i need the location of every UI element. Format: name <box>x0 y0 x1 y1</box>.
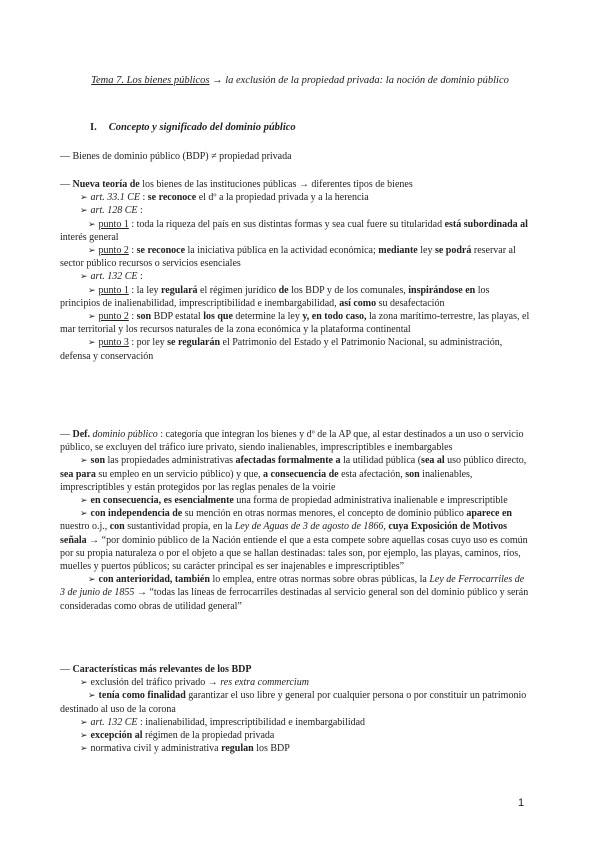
paragraph-definicion <box>60 428 530 613</box>
arrow-bullet-icon: ➢ <box>88 311 96 322</box>
arrow-bullet-icon: ➢ <box>80 716 88 727</box>
arrow-bullet-icon: ➢ <box>80 743 88 754</box>
list-item: ➢ excepción al régimen de la propiedad privada <box>80 730 275 742</box>
list-item: ➢ art. 33.1 CE : se reconoce el dº a la propiedad privada y a la herencia <box>80 192 369 204</box>
paragraph-nueva-teoria <box>60 178 530 363</box>
arrow-bullet-icon: ➢ <box>80 271 88 282</box>
page-number: 1 <box>518 797 525 809</box>
text-line: — Características más relevantes de los BDP <box>60 664 252 675</box>
paragraph-bdp <box>60 150 530 163</box>
arrow-bullet-icon: ➢ <box>88 574 96 585</box>
arrow-bullet-icon: ➢ <box>80 495 88 506</box>
arrow-bullet-icon: ➢ <box>80 730 88 741</box>
topic-title: Tema 7. Los bienes públicos <box>91 75 210 86</box>
list-item: ➢ en consecuencia, es esencialmente una forma de propiedad administrativa inalienable e imprescriptible <box>80 495 508 507</box>
arrow-bullet-icon: ➢ <box>88 337 96 348</box>
list-item: ➢ son las propiedades administrativas afectadas formalmente a la utilidad pública (sea al uso público directo, sea para su empleo en un servicio público) y que, a consecuencia de esta afectación, son inalienables, imprescriptibles y están protegidos por las reglas penales de la voirie <box>60 455 527 493</box>
arrow-bullet-icon: ➢ <box>80 205 88 216</box>
arrow-bullet-icon: ➢ <box>80 455 88 466</box>
list-item: ➢ punto 2 : se reconoce la iniciativa pública en la actividad económica; mediante ley se podrá reservar al sector público recursos o servicios esenciales <box>60 245 516 270</box>
list-item: ➢ punto 3 : por ley se regularán el Patrimonio del Estado y el Patrimonio Nacional, su administración, defensa y conservación <box>60 337 503 362</box>
list-item: ➢ con anterioridad, también lo emplea, entre otras normas sobre obras públicas, la Ley de Ferrocarriles de 3 de junio de 1855 → “todas las líneas de ferrocarriles destinadas al servicio general son del dominio público y serán consideradas como obras de utilidad general” <box>60 574 529 612</box>
list-item: ➢ con independencia de su mención en otras normas menores, el concepto de dominio público aparece en nuestro o.j., con sustantividad propia, en la Ley de Aguas de 3 de agosto de 1866, cuya Exposición de Motivos señala → “por dominio público de la Nación entiende el que a esta compete sobre aquellas cosas cuyo uso es común por su propia naturaleza o por el objeto a que se hallan destinadas: tales son, por ejemplo, las playas, caminos, ríos, muelles y puertos públicos; su carácter principal es ser inajenables e imprescriptibles” <box>60 508 528 573</box>
list-item: ➢ art. 128 CE : <box>80 205 143 217</box>
bdp-line: — Bienes de dominio público (BDP) ≠ propiedad privada <box>60 151 292 162</box>
section-heading-text: Concepto y significado del dominio público <box>108 122 296 133</box>
list-item: ➢ tenía como finalidad garantizar el uso libre y general por cualquier persona o por constituir un patrimonio destinado al uso de la corona <box>60 690 527 715</box>
arrow-bullet-icon: ➢ <box>88 690 96 701</box>
arrow-bullet-icon: ➢ <box>88 245 96 256</box>
list-item: ➢ art. 132 CE : <box>80 271 143 283</box>
list-item: ➢ punto 2 : son BDP estatal los que determine la ley y, en todo caso, la zona marítimo-terrestre, las playas, el mar territorial y los recursos naturales de la zona económica y la plataforma continental <box>60 311 530 336</box>
section-number: I. <box>90 122 97 133</box>
text-line: — Nueva teoría de los bienes de las instituciones públicas → diferentes tipos de bienes <box>60 179 413 190</box>
document-title <box>70 73 530 88</box>
arrow-bullet-icon: ➢ <box>80 508 88 519</box>
title-arrow: → <box>212 75 223 86</box>
list-item: ➢ exclusión del tráfico privado → res extra commercium <box>80 677 309 689</box>
list-item: ➢ punto 1 : la ley regulará el régimen jurídico de los BDP y de los comunales, inspirándose en los principios de inalienabilidad, imprescriptibilidad e inembargabilidad, así como su desafectación <box>60 284 490 309</box>
arrow-bullet-icon: ➢ <box>88 218 96 229</box>
list-item: ➢ art. 132 CE : inalienabilidad, imprescriptibilidad e inembargabilidad <box>80 716 366 728</box>
arrow-bullet-icon: ➢ <box>80 192 88 203</box>
title-subtitle: la exclusión de la propiedad privada: la noción de dominio público <box>225 75 509 86</box>
list-item: ➢ normativa civil y administrativa regulan los BDP <box>80 743 290 755</box>
arrow-bullet-icon: ➢ <box>80 677 88 688</box>
arrow-bullet-icon: ➢ <box>88 284 96 295</box>
text-line: — Def. dominio público : categoría que integran los bienes y dº de la AP que, al estar destinados a un uso o servicio público, se excluyen del tráfico iure privato, siendo inalienables, imprescriptibles e inembargables <box>60 429 524 454</box>
list-item: ➢ punto 1 : toda la riqueza del país en sus distintas formas y sea cual fuere su titularidad está subordinada al interés general <box>60 218 528 243</box>
section-heading <box>90 122 296 133</box>
paragraph-caracteristicas <box>60 663 530 755</box>
